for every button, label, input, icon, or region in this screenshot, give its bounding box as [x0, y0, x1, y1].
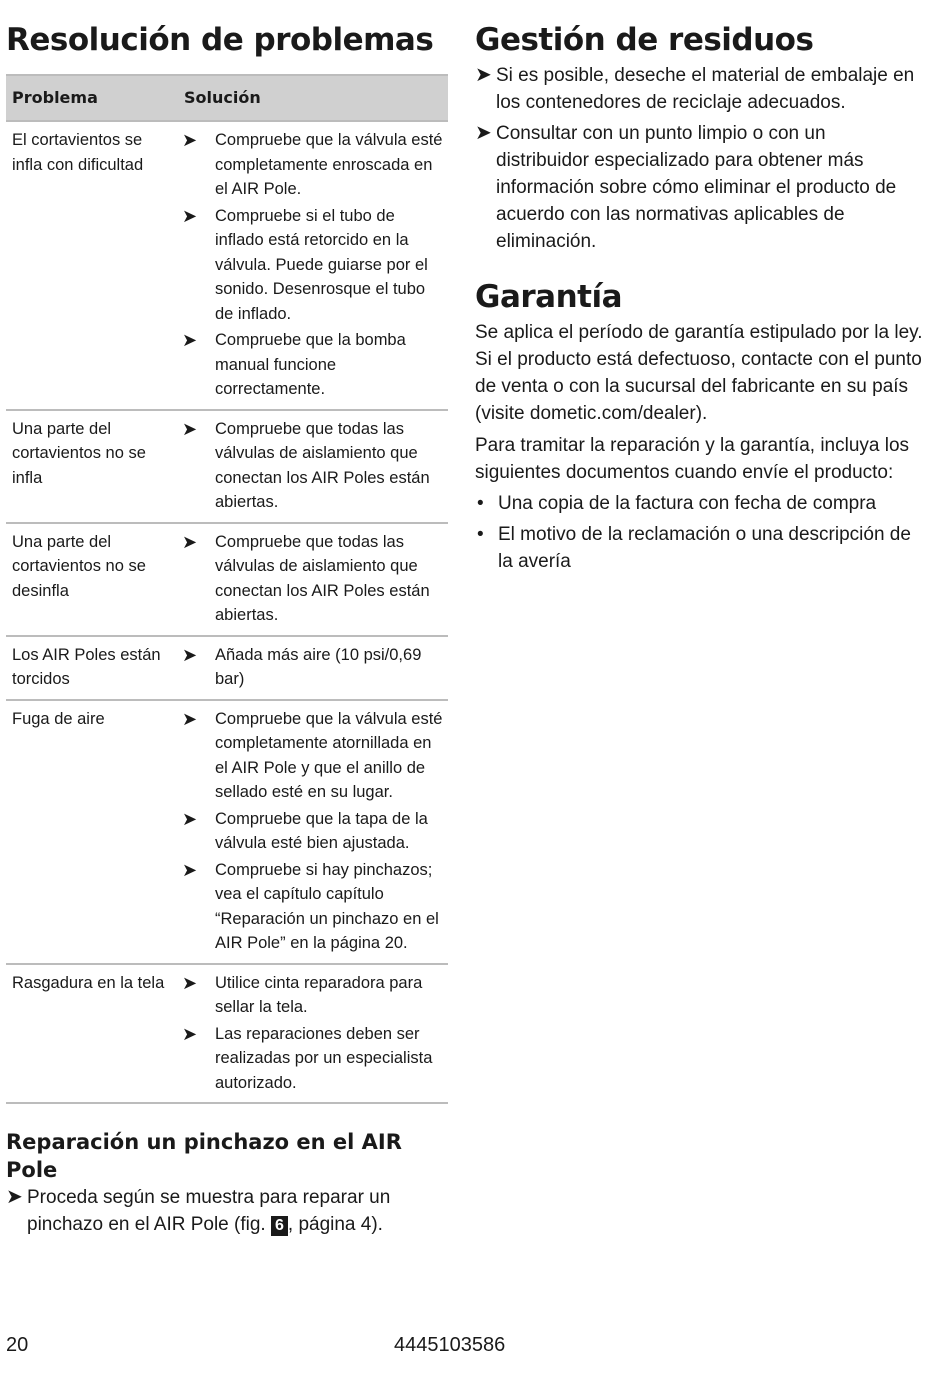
- document-number: 4445103586: [394, 1334, 506, 1356]
- solution-item: [178, 417, 448, 515]
- solution-item: [178, 328, 448, 402]
- bullet-icon: •: [477, 493, 484, 514]
- arrow-icon: ➤: [475, 64, 492, 86]
- bullet-icon: •: [477, 524, 484, 545]
- solution-item: [178, 128, 448, 202]
- table-row: [6, 411, 448, 524]
- warranty-bullet-item: [475, 521, 923, 575]
- table-body: [6, 122, 448, 1104]
- warranty-bullet-text: El motivo de la reclamación o una descripción de la avería: [498, 524, 911, 572]
- arrow-icon: ➤: [6, 1186, 23, 1208]
- repair-text-before: Proceda según se muestra para reparar un pinchazo en el AIR Pole (fig.: [27, 1187, 391, 1235]
- problem-cell: Fuga de aire: [12, 709, 105, 728]
- solution-text: Compruebe que la bomba manual funcione correctamente.: [215, 331, 406, 398]
- arrow-icon: ➤: [182, 708, 198, 729]
- repair-instruction: [6, 1184, 448, 1238]
- solution-cell: [178, 128, 448, 404]
- problem-cell: Una parte del cortavientos no se infla: [12, 419, 146, 487]
- arrow-icon: ➤: [182, 418, 198, 439]
- solution-item: [178, 530, 448, 628]
- warranty-bullet-item: [475, 490, 923, 517]
- arrow-icon: ➤: [182, 205, 198, 226]
- solution-cell: [178, 643, 448, 694]
- solution-cell: [178, 971, 448, 1098]
- table-row: [6, 637, 448, 701]
- repair-section: [6, 1128, 448, 1238]
- table-header: [6, 74, 448, 122]
- arrow-icon: ➤: [182, 531, 198, 552]
- waste-title: Gestión de residuos: [475, 22, 814, 58]
- waste-item: [475, 120, 923, 255]
- solution-cell: [178, 707, 448, 958]
- solution-item: [178, 1022, 448, 1096]
- solution-text: Compruebe que todas las válvulas de aislamiento que conectan los AIR Poles están abiertas.: [215, 419, 430, 511]
- solution-text: Las reparaciones deben ser realizadas por un especialista autorizado.: [215, 1024, 433, 1092]
- table-row: [6, 965, 448, 1105]
- repair-title: Reparación un pinchazo en el AIR Pole: [6, 1130, 402, 1182]
- solution-item: [178, 643, 448, 692]
- solution-text: Compruebe que todas las válvulas de aislamiento que conectan los AIR Poles están abiertas.: [215, 532, 430, 624]
- arrow-icon: ➤: [182, 808, 198, 829]
- table-row: [6, 701, 448, 965]
- arrow-icon: ➤: [182, 330, 198, 350]
- solution-text: Compruebe que la válvula esté completamente enroscada en el AIR Pole.: [215, 131, 443, 198]
- troubleshooting-table: [6, 74, 448, 1104]
- arrow-icon: ➤: [182, 1023, 198, 1044]
- waste-item: [475, 62, 923, 116]
- solution-text: Compruebe que la válvula esté completamente atornillada en el AIR Pole y que el anillo de sellado esté en su lugar.: [215, 709, 443, 801]
- solution-cell: [178, 417, 448, 517]
- waste-item-text: Si es posible, deseche el material de embalaje en los contenedores de reciclaje adecuados.: [496, 65, 915, 113]
- solution-item: [178, 707, 448, 805]
- warranty-title: Garantía: [475, 279, 623, 315]
- solution-text: Compruebe que la tapa de la válvula esté bien ajustada.: [215, 809, 428, 852]
- solution-item: [178, 971, 448, 1020]
- figure-number-badge: 6: [271, 1216, 288, 1236]
- arrow-icon: ➤: [182, 644, 198, 665]
- left-column: [6, 20, 448, 1242]
- table-row: [6, 524, 448, 637]
- arrow-icon: ➤: [182, 859, 198, 880]
- warranty-paragraph-1: Se aplica el período de garantía estipulado por la ley. Si el producto está defectuoso, contacte con el punto de venta o con la sucursal del fabricante en su país (visite dometic.com/dealer).: [475, 322, 923, 424]
- header-problem: Problema: [12, 87, 98, 107]
- solution-item: [178, 807, 448, 856]
- waste-list: [475, 62, 923, 255]
- repair-text-after: , página 4).: [287, 1214, 383, 1235]
- warranty-paragraph-2: Para tramitar la reparación y la garantía, incluya los siguientes documentos cuando envíe el producto:: [475, 435, 910, 483]
- problem-cell: Rasgadura en la tela: [12, 973, 165, 992]
- solution-item: [178, 204, 448, 327]
- solution-text: Compruebe si hay pinchazos; vea el capítulo capítulo “Reparación un pinchazo en el AIR Pole” en la página 20.: [215, 860, 439, 952]
- problem-cell: El cortavientos se infla con dificultad: [12, 131, 144, 174]
- page-number: 20: [6, 1334, 29, 1356]
- right-column: [475, 20, 923, 579]
- solution-cell: [178, 530, 448, 630]
- problem-cell: Los AIR Poles están torcidos: [12, 645, 161, 688]
- arrow-icon: ➤: [475, 122, 492, 144]
- warranty-bullet-text: Una copia de la factura con fecha de compra: [498, 493, 877, 514]
- solution-text: Añada más aire (10 psi/0,69 bar): [215, 645, 422, 688]
- solution-item: [178, 858, 448, 956]
- troubleshooting-title: Resolución de problemas: [6, 22, 434, 58]
- problem-cell: Una parte del cortavientos no se desinfla: [12, 532, 146, 600]
- solution-text: Compruebe si el tubo de inflado está retorcido en la válvula. Puede guiarse por el sonido. Desenrosque el tubo de inflado.: [215, 206, 428, 323]
- solution-text: Utilice cinta reparadora para sellar la tela.: [215, 973, 423, 1016]
- table-row: [6, 122, 448, 411]
- header-solution: Solución: [184, 87, 261, 107]
- arrow-icon: ➤: [182, 130, 198, 150]
- warranty-bullet-list: [475, 490, 923, 575]
- waste-item-text: Consultar con un punto limpio o con un distribuidor especializado para obtener más información sobre cómo eliminar el producto de acuerdo con las normativas aplicables de eliminación.: [496, 123, 897, 252]
- arrow-icon: ➤: [182, 972, 198, 993]
